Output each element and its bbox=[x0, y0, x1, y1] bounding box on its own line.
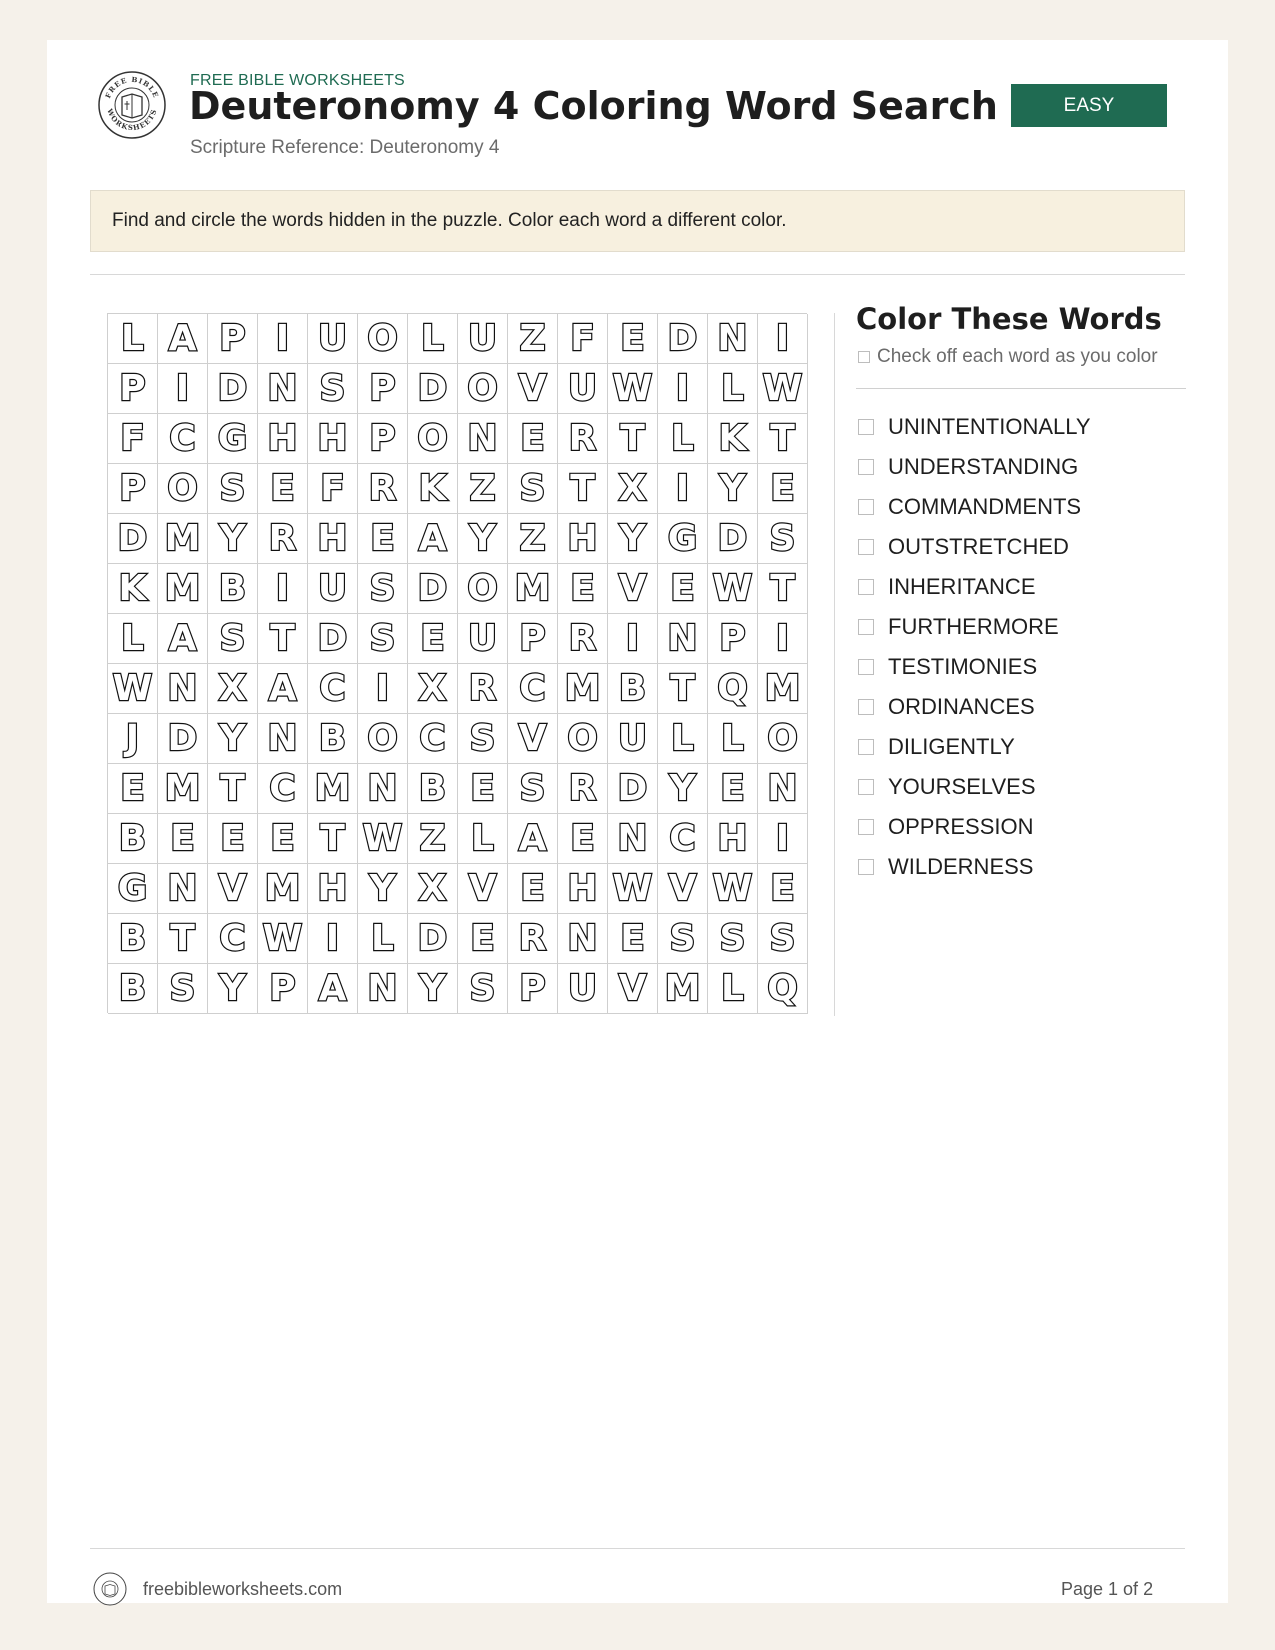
grid-cell[interactable]: W bbox=[708, 864, 758, 914]
grid-cell[interactable]: H bbox=[258, 414, 308, 464]
grid-cell[interactable]: Y bbox=[608, 514, 658, 564]
word-label: FURTHERMORE bbox=[888, 614, 1059, 639]
vertical-divider bbox=[834, 313, 835, 1016]
word-label: INHERITANCE bbox=[888, 574, 1036, 599]
instructions-text: Find and circle the words hidden in the puzzle. Color each word a different color. bbox=[112, 210, 787, 231]
word-label: OUTSTRETCHED bbox=[888, 534, 1069, 559]
grid-cell[interactable]: S bbox=[358, 564, 408, 614]
grid-cell[interactable]: G bbox=[108, 864, 158, 914]
grid-cell[interactable]: H bbox=[558, 864, 608, 914]
word-checkbox[interactable] bbox=[858, 579, 874, 595]
grid-cell[interactable]: E bbox=[758, 464, 808, 514]
grid-cell[interactable]: T bbox=[308, 814, 358, 864]
grid-cell[interactable]: M bbox=[308, 764, 358, 814]
grid-cell[interactable]: U bbox=[308, 564, 358, 614]
grid-cell[interactable]: R bbox=[458, 664, 508, 714]
grid-cell[interactable]: E bbox=[558, 564, 608, 614]
grid-cell[interactable]: J bbox=[108, 714, 158, 764]
grid-cell[interactable]: E bbox=[708, 764, 758, 814]
grid-cell[interactable]: A bbox=[408, 514, 458, 564]
word-checkbox[interactable] bbox=[858, 419, 874, 435]
grid-cell[interactable]: S bbox=[458, 964, 508, 1014]
word-checkbox[interactable] bbox=[858, 539, 874, 555]
grid-cell[interactable]: Y bbox=[458, 514, 508, 564]
grid-cell[interactable]: M bbox=[658, 964, 708, 1014]
word-item[interactable] bbox=[856, 807, 1091, 847]
grid-cell[interactable]: H bbox=[308, 414, 358, 464]
grid-cell[interactable]: F bbox=[308, 464, 358, 514]
grid-cell[interactable]: L bbox=[708, 364, 758, 414]
word-checkbox[interactable] bbox=[858, 859, 874, 875]
word-label: WILDERNESS bbox=[888, 854, 1034, 879]
grid-cell[interactable]: S bbox=[508, 464, 558, 514]
grid-cell[interactable]: K bbox=[408, 464, 458, 514]
logo-top-text: FREE BIBLE bbox=[103, 74, 161, 100]
grid-cell[interactable]: V bbox=[458, 864, 508, 914]
grid-cell[interactable]: N bbox=[708, 314, 758, 364]
word-list-title: Color These Words bbox=[856, 302, 1162, 336]
word-list-hint bbox=[858, 346, 1158, 368]
grid-cell[interactable]: M bbox=[758, 664, 808, 714]
grid-cell[interactable]: P bbox=[358, 414, 408, 464]
grid-cell[interactable]: D bbox=[108, 514, 158, 564]
logo-bottom-text: WORKSHEETS bbox=[105, 107, 159, 133]
grid-cell[interactable]: E bbox=[508, 864, 558, 914]
grid-cell[interactable]: Y bbox=[658, 764, 708, 814]
grid-cell[interactable]: X bbox=[408, 864, 458, 914]
grid-cell[interactable]: R bbox=[558, 764, 608, 814]
grid-cell[interactable]: I bbox=[608, 614, 658, 664]
grid-cell[interactable]: V bbox=[608, 564, 658, 614]
difficulty-badge: EASY bbox=[1011, 84, 1167, 127]
grid-cell[interactable]: L bbox=[358, 914, 408, 964]
grid-cell[interactable]: A bbox=[158, 314, 208, 364]
grid-cell[interactable]: B bbox=[208, 564, 258, 614]
footer-site-link[interactable]: freebibleworksheets.com bbox=[143, 1579, 343, 1599]
grid-cell[interactable]: N bbox=[258, 364, 308, 414]
grid-cell[interactable]: L bbox=[458, 814, 508, 864]
grid-cell[interactable]: F bbox=[108, 414, 158, 464]
grid-cell[interactable]: Y bbox=[208, 964, 258, 1014]
grid-cell[interactable]: P bbox=[358, 364, 408, 414]
checkbox-icon bbox=[858, 351, 870, 363]
grid-cell[interactable]: H bbox=[558, 514, 608, 564]
grid-cell[interactable]: E bbox=[258, 814, 308, 864]
grid-cell[interactable]: C bbox=[308, 664, 358, 714]
grid-cell[interactable]: W bbox=[258, 914, 308, 964]
word-item[interactable] bbox=[856, 687, 1091, 727]
grid-cell[interactable]: N bbox=[558, 914, 608, 964]
word-item[interactable] bbox=[856, 647, 1091, 687]
grid-cell[interactable]: X bbox=[208, 664, 258, 714]
grid-cell[interactable]: Y bbox=[208, 714, 258, 764]
grid-cell[interactable]: B bbox=[108, 914, 158, 964]
grid-cell[interactable]: S bbox=[308, 364, 358, 414]
grid-cell[interactable]: L bbox=[708, 964, 758, 1014]
grid-cell[interactable]: N bbox=[758, 764, 808, 814]
grid-cell[interactable]: P bbox=[708, 614, 758, 664]
grid-cell[interactable]: Z bbox=[508, 514, 558, 564]
grid-cell[interactable]: Y bbox=[708, 464, 758, 514]
footer-divider bbox=[90, 1548, 1185, 1549]
grid-cell[interactable]: V bbox=[658, 864, 708, 914]
grid-cell[interactable]: L bbox=[658, 714, 708, 764]
bible-book-icon bbox=[97, 70, 167, 140]
grid-cell[interactable]: I bbox=[758, 814, 808, 864]
grid-cell[interactable]: O bbox=[358, 714, 408, 764]
word-list-divider bbox=[856, 388, 1186, 389]
grid-cell[interactable]: N bbox=[258, 714, 308, 764]
grid-cell[interactable]: S bbox=[658, 914, 708, 964]
word-item[interactable] bbox=[856, 447, 1091, 487]
grid-cell[interactable]: A bbox=[308, 964, 358, 1014]
grid-cell[interactable]: U bbox=[558, 964, 608, 1014]
worksheet-page bbox=[47, 40, 1228, 1603]
grid-cell[interactable]: D bbox=[408, 914, 458, 964]
grid-cell[interactable]: I bbox=[758, 314, 808, 364]
grid-cell[interactable]: W bbox=[608, 864, 658, 914]
grid-cell[interactable]: E bbox=[608, 314, 658, 364]
word-item[interactable] bbox=[856, 607, 1091, 647]
grid-cell[interactable]: C bbox=[508, 664, 558, 714]
grid-cell[interactable]: E bbox=[658, 564, 708, 614]
grid-cell[interactable]: T bbox=[208, 764, 258, 814]
grid-cell[interactable]: M bbox=[558, 664, 608, 714]
word-checkbox[interactable] bbox=[858, 619, 874, 635]
grid-cell[interactable]: O bbox=[408, 414, 458, 464]
grid-cell[interactable]: Y bbox=[358, 864, 408, 914]
grid-cell[interactable]: P bbox=[108, 464, 158, 514]
grid-cell[interactable]: T bbox=[658, 664, 708, 714]
grid-cell[interactable]: O bbox=[558, 714, 608, 764]
grid-cell[interactable]: M bbox=[508, 564, 558, 614]
grid-cell[interactable]: B bbox=[408, 764, 458, 814]
grid-cell[interactable]: Y bbox=[208, 514, 258, 564]
grid-cell[interactable]: I bbox=[308, 914, 358, 964]
grid-cell[interactable]: D bbox=[608, 764, 658, 814]
grid-cell[interactable]: T bbox=[758, 564, 808, 614]
word-label: ORDINANCES bbox=[888, 694, 1035, 719]
instructions-box bbox=[90, 190, 1185, 252]
grid-cell[interactable]: S bbox=[508, 764, 558, 814]
grid-cell[interactable]: Z bbox=[408, 814, 458, 864]
grid-cell[interactable]: X bbox=[408, 664, 458, 714]
grid-cell[interactable]: N bbox=[358, 964, 408, 1014]
grid-cell[interactable]: I bbox=[158, 364, 208, 414]
grid-cell[interactable]: E bbox=[608, 914, 658, 964]
grid-cell[interactable]: L bbox=[708, 714, 758, 764]
word-item[interactable] bbox=[856, 847, 1091, 887]
grid-cell[interactable]: C bbox=[658, 814, 708, 864]
grid-cell[interactable]: E bbox=[458, 764, 508, 814]
grid-cell[interactable]: E bbox=[558, 814, 608, 864]
grid-cell[interactable]: S bbox=[358, 614, 408, 664]
grid-cell[interactable]: L bbox=[658, 414, 708, 464]
grid-cell[interactable]: W bbox=[358, 814, 408, 864]
grid-cell[interactable]: S bbox=[208, 614, 258, 664]
grid-cell[interactable]: Q bbox=[758, 964, 808, 1014]
grid-cell[interactable]: C bbox=[408, 714, 458, 764]
word-search-grid bbox=[107, 313, 807, 1013]
grid-cell[interactable]: D bbox=[408, 564, 458, 614]
word-label: OPPRESSION bbox=[888, 814, 1034, 839]
grid-cell[interactable]: I bbox=[258, 314, 308, 364]
grid-cell[interactable]: M bbox=[258, 864, 308, 914]
word-checkbox[interactable] bbox=[858, 459, 874, 475]
page-number: Page 1 of 2 bbox=[1061, 1579, 1154, 1599]
grid-cell[interactable]: U bbox=[308, 314, 358, 364]
grid-cell[interactable]: F bbox=[558, 314, 608, 364]
grid-cell[interactable]: P bbox=[208, 314, 258, 364]
grid-cell[interactable]: O bbox=[358, 314, 408, 364]
grid-cell[interactable]: O bbox=[158, 464, 208, 514]
grid-cell[interactable]: B bbox=[608, 664, 658, 714]
grid-cell[interactable]: V bbox=[508, 714, 558, 764]
grid-cell[interactable]: I bbox=[258, 564, 308, 614]
grid-cell[interactable]: T bbox=[158, 914, 208, 964]
grid-cell[interactable]: E bbox=[458, 914, 508, 964]
grid-cell[interactable]: M bbox=[158, 514, 208, 564]
word-item[interactable] bbox=[856, 407, 1091, 447]
grid-cell[interactable]: A bbox=[258, 664, 308, 714]
grid-cell[interactable]: D bbox=[308, 614, 358, 664]
scripture-reference: Scripture Reference: Deuteronomy 4 bbox=[190, 137, 500, 158]
word-label: COMMANDMENTS bbox=[888, 494, 1082, 519]
grid-cell[interactable]: S bbox=[758, 514, 808, 564]
word-list bbox=[856, 407, 1091, 887]
grid-cell[interactable]: W bbox=[608, 364, 658, 414]
grid-cell[interactable]: A bbox=[158, 614, 208, 664]
grid-cell[interactable]: C bbox=[208, 914, 258, 964]
grid-cell[interactable]: U bbox=[558, 364, 608, 414]
grid-cell[interactable]: R bbox=[358, 464, 408, 514]
hint-text: Check off each word as you color bbox=[877, 346, 1158, 367]
grid-cell[interactable]: E bbox=[758, 864, 808, 914]
grid-cell[interactable]: V bbox=[608, 964, 658, 1014]
grid-cell[interactable]: H bbox=[308, 864, 358, 914]
word-checkbox[interactable] bbox=[858, 659, 874, 675]
word-checkbox[interactable] bbox=[858, 499, 874, 515]
grid-cell[interactable]: P bbox=[508, 614, 558, 664]
grid-cell[interactable]: D bbox=[208, 364, 258, 414]
divider bbox=[90, 274, 1185, 275]
grid-cell[interactable]: I bbox=[758, 614, 808, 664]
grid-cell[interactable]: V bbox=[208, 864, 258, 914]
word-label: UNDERSTANDING bbox=[888, 454, 1079, 479]
grid-cell[interactable]: O bbox=[458, 564, 508, 614]
word-checkbox[interactable] bbox=[858, 779, 874, 795]
grid-cell[interactable]: I bbox=[358, 664, 408, 714]
grid-cell[interactable]: E bbox=[258, 464, 308, 514]
grid-cell[interactable]: N bbox=[158, 664, 208, 714]
word-item[interactable] bbox=[856, 727, 1091, 767]
grid-cell[interactable]: S bbox=[208, 464, 258, 514]
grid-cell[interactable]: L bbox=[408, 314, 458, 364]
grid-cell[interactable]: N bbox=[358, 764, 408, 814]
grid-cell[interactable]: U bbox=[608, 714, 658, 764]
grid-cell[interactable]: T bbox=[608, 414, 658, 464]
grid-cell[interactable]: L bbox=[108, 614, 158, 664]
grid-cell[interactable]: E bbox=[208, 814, 258, 864]
grid-cell[interactable]: O bbox=[758, 714, 808, 764]
grid-cell[interactable]: R bbox=[558, 414, 608, 464]
grid-cell[interactable]: N bbox=[658, 614, 708, 664]
grid-cell[interactable]: P bbox=[508, 964, 558, 1014]
grid-cell[interactable]: R bbox=[558, 614, 608, 664]
grid-cell[interactable]: E bbox=[158, 814, 208, 864]
footer-logo-icon bbox=[93, 1572, 127, 1606]
grid-cell[interactable]: T bbox=[258, 614, 308, 664]
grid-cell[interactable]: N bbox=[458, 414, 508, 464]
grid-cell[interactable]: I bbox=[658, 464, 708, 514]
word-checkbox[interactable] bbox=[858, 819, 874, 835]
grid-cell[interactable]: E bbox=[508, 414, 558, 464]
grid-cell[interactable]: B bbox=[108, 964, 158, 1014]
word-item[interactable] bbox=[856, 767, 1091, 807]
grid-cell[interactable]: X bbox=[608, 464, 658, 514]
word-label: TESTIMONIES bbox=[888, 654, 1038, 679]
grid-cell[interactable]: D bbox=[708, 514, 758, 564]
grid-cell[interactable]: P bbox=[258, 964, 308, 1014]
grid-cell[interactable]: B bbox=[108, 814, 158, 864]
page-title: Deuteronomy 4 Coloring Word Search bbox=[189, 84, 998, 128]
grid-cell[interactable]: U bbox=[458, 614, 508, 664]
grid-cell[interactable]: I bbox=[658, 364, 708, 414]
grid-cell[interactable]: U bbox=[458, 314, 508, 364]
grid-cell[interactable]: G bbox=[658, 514, 708, 564]
grid-cell[interactable]: K bbox=[708, 414, 758, 464]
word-label: UNINTENTIONALLY bbox=[888, 414, 1091, 439]
grid-cell[interactable]: Q bbox=[708, 664, 758, 714]
grid-cell[interactable]: E bbox=[108, 764, 158, 814]
grid-cell[interactable]: O bbox=[458, 364, 508, 414]
grid-cell[interactable]: B bbox=[308, 714, 358, 764]
grid-cell[interactable]: E bbox=[408, 614, 458, 664]
grid-cell[interactable]: D bbox=[408, 364, 458, 414]
grid-cell[interactable]: S bbox=[708, 914, 758, 964]
word-item[interactable] bbox=[856, 527, 1091, 567]
grid-cell[interactable]: S bbox=[458, 714, 508, 764]
grid-cell[interactable]: T bbox=[758, 414, 808, 464]
grid-cell[interactable]: W bbox=[108, 664, 158, 714]
grid-cell[interactable]: A bbox=[508, 814, 558, 864]
grid-cell[interactable]: H bbox=[708, 814, 758, 864]
word-item[interactable] bbox=[856, 487, 1091, 527]
brand-name: FREE BIBLE WORKSHEETS bbox=[190, 72, 405, 89]
grid-cell[interactable]: G bbox=[208, 414, 258, 464]
word-label: DILIGENTLY bbox=[888, 734, 1015, 759]
grid-cell[interactable]: M bbox=[158, 564, 208, 614]
grid-cell[interactable]: N bbox=[158, 864, 208, 914]
grid-cell[interactable]: H bbox=[308, 514, 358, 564]
grid-cell[interactable]: Z bbox=[508, 314, 558, 364]
grid-cell[interactable]: E bbox=[358, 514, 408, 564]
grid-cell[interactable]: L bbox=[108, 314, 158, 364]
grid-cell[interactable]: W bbox=[708, 564, 758, 614]
grid-cell[interactable]: W bbox=[758, 364, 808, 414]
word-label: YOURSELVES bbox=[888, 774, 1036, 799]
grid-cell[interactable]: T bbox=[558, 464, 608, 514]
grid-cell[interactable]: Y bbox=[408, 964, 458, 1014]
grid-cell[interactable]: C bbox=[258, 764, 308, 814]
grid-cell[interactable]: R bbox=[258, 514, 308, 564]
grid-cell[interactable]: K bbox=[108, 564, 158, 614]
word-item[interactable] bbox=[856, 567, 1091, 607]
grid-cell[interactable]: M bbox=[158, 764, 208, 814]
grid-cell[interactable]: V bbox=[508, 364, 558, 414]
grid-cell[interactable]: Z bbox=[458, 464, 508, 514]
grid-cell[interactable]: S bbox=[158, 964, 208, 1014]
word-checkbox[interactable] bbox=[858, 739, 874, 755]
word-checkbox[interactable] bbox=[858, 699, 874, 715]
grid-cell[interactable]: P bbox=[108, 364, 158, 414]
grid-cell[interactable]: S bbox=[758, 914, 808, 964]
grid-cell[interactable]: D bbox=[158, 714, 208, 764]
grid-cell[interactable]: R bbox=[508, 914, 558, 964]
grid-cell[interactable]: D bbox=[658, 314, 708, 364]
grid-cell[interactable]: C bbox=[158, 414, 208, 464]
grid-cell[interactable]: N bbox=[608, 814, 658, 864]
